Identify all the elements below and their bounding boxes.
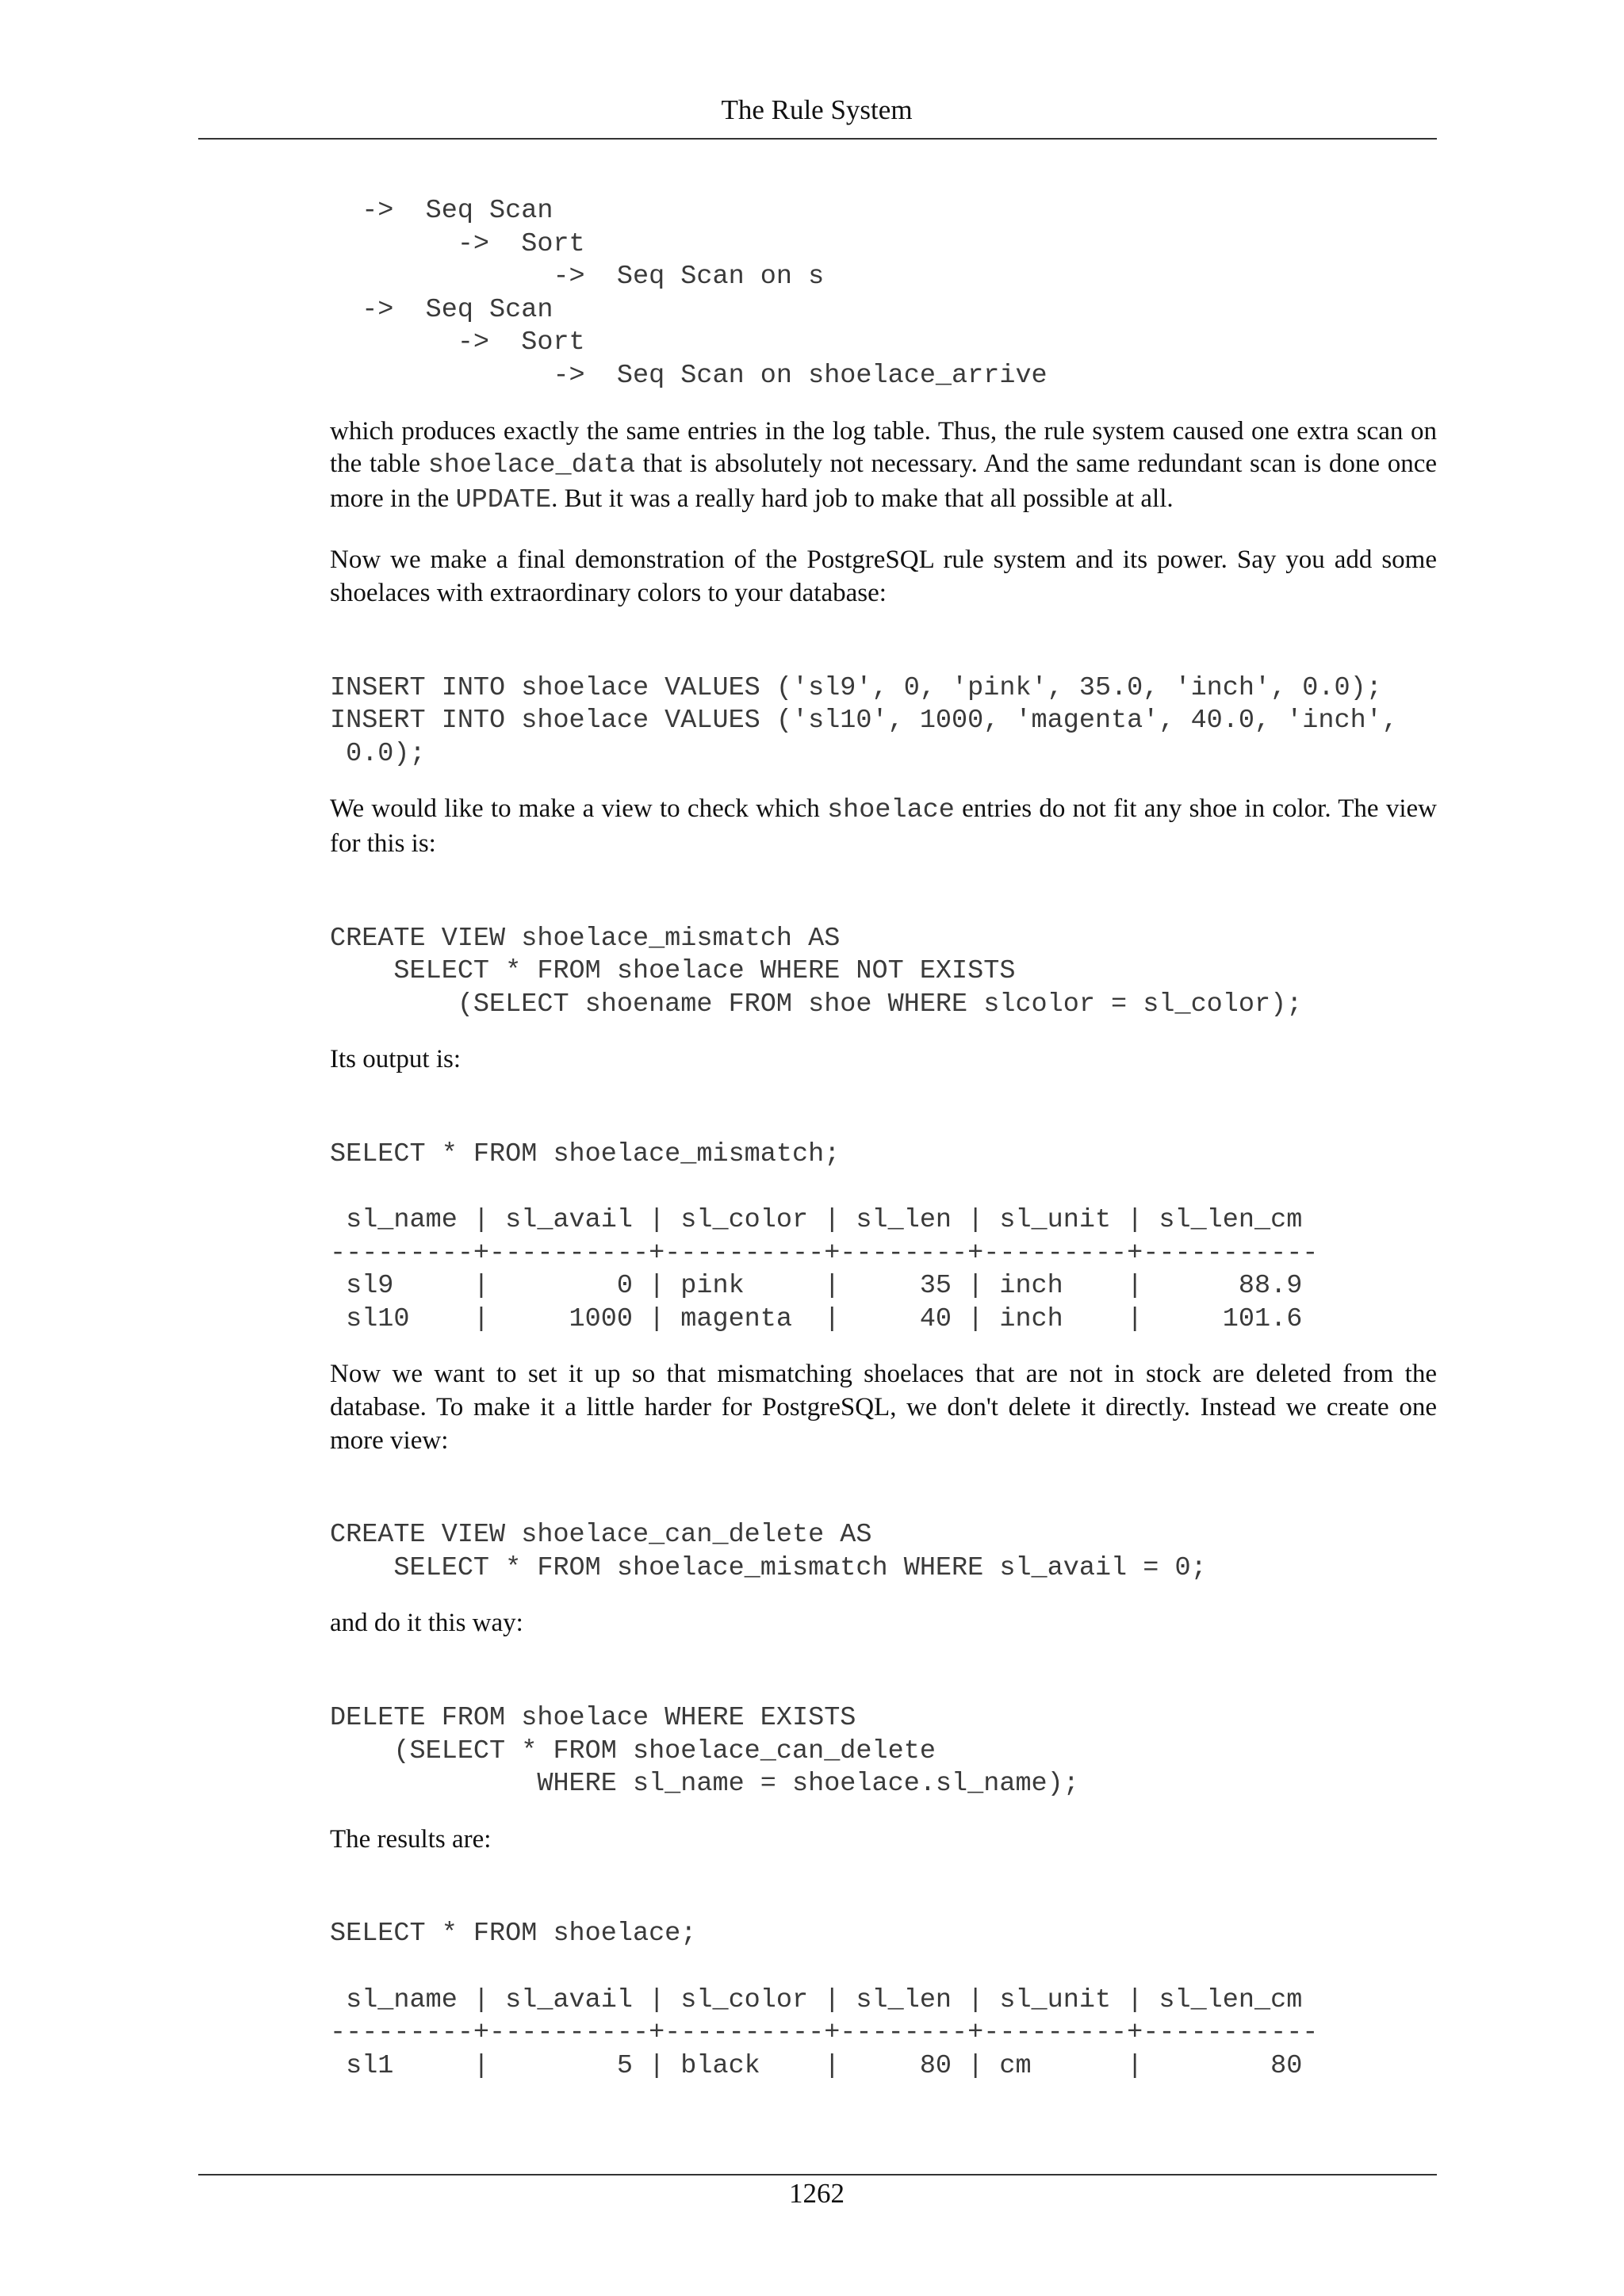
code-line: sl9 | 0 | pink | 35 | inch | 88.9 [330,1271,1303,1302]
code-line: sl10 | 1000 | magenta | 40 | inch | 101.6 [330,1303,1303,1334]
query-plan-code [330,195,1437,393]
paragraph: Its output is: [330,1045,462,1074]
code-line: sl_name | sl_avail | sl_color | sl_len | sl_unit | sl_len_cm [330,1205,1303,1236]
insert-code [330,672,1437,771]
delete-code [330,1702,1437,1801]
code-line: WHERE sl_name = shoelace.sl_name); [330,1769,1079,1800]
paragraph: and do it this way: [330,1609,523,1638]
paragraph: We would like to make a view to check which shoelace entries do not fit any shoe in color. The view for this is: [330,794,1437,858]
code-line: SELECT * FROM shoelace; [330,1919,697,1950]
code-line: (SELECT * FROM shoelace_can_delete [330,1735,936,1766]
code-line: -> Sort [330,228,585,259]
header-rule [198,138,1437,140]
code-line: CREATE VIEW shoelace_can_delete AS [330,1520,872,1551]
running-header: The Rule System [721,94,913,125]
inline-code: shoelace [827,795,955,826]
code-line: -> Seq Scan on s [330,262,825,293]
paragraph: Now we make a final demonstration of the PostgreSQL rule system and its power. Say you add some shoelaces with extraordinary colors to your database: [330,545,1437,607]
code-line: SELECT * FROM shoelace_mismatch; [330,1138,841,1169]
paragraph: which produces exactly the same entries in the log table. Thus, the rule system caused one extra scan on the table shoelace_data that is absolutely not necessary. And the same redundant scan is done once more in the UPDATE. But it was a really hard job to make that all possible at all. [330,416,1438,515]
code-line: -> Seq Scan on shoelace_arrive [330,360,1048,391]
code-line: INSERT INTO shoelace VALUES ('sl9', 0, 'pink', 35.0, 'inch', 0.0); [330,672,1382,703]
results-output-code [330,1918,1437,2083]
create-view-can-delete-code [330,1519,1437,1585]
page-content [330,195,1437,2083]
create-view-mismatch-code [330,923,1437,1022]
inline-code: UPDATE [455,484,552,515]
code-line: CREATE VIEW shoelace_mismatch AS [330,923,841,954]
inline-code: shoelace_data [427,450,636,481]
footer-rule [198,2174,1437,2175]
code-line: sl_name | sl_avail | sl_color | sl_len | sl_unit | sl_len_cm [330,1984,1303,2015]
paragraph: The results are: [330,1824,492,1854]
code-line: ---------+----------+----------+--------+---------+----------- [330,2018,1319,2049]
code-line: -> Seq Scan [330,196,553,226]
code-line: DELETE FROM shoelace WHERE EXISTS [330,1703,856,1733]
code-line: ---------+----------+----------+--------+---------+----------- [330,1238,1319,1269]
page-number: 1262 [789,2178,845,2209]
code-line: 0.0); [330,738,426,769]
code-line: SELECT * FROM shoelace_mismatch WHERE sl_avail = 0; [330,1552,1207,1583]
mismatch-output-code [330,1138,1437,1337]
code-line: sl1 | 5 | black | 80 | cm | 80 [330,2050,1303,2081]
code-line: (SELECT shoename FROM shoe WHERE slcolor = sl_color); [330,989,1303,1020]
code-line: SELECT * FROM shoelace WHERE NOT EXISTS [330,956,1016,987]
paragraph: Now we want to set it up so that mismatching shoelaces that are not in stock are deleted from the database. To make it a little harder for PostgreSQL, we don't delete it directly. Instead we create one more view: [330,1360,1437,1455]
code-line: -> Sort [330,327,585,358]
code-line: INSERT INTO shoelace VALUES ('sl10', 1000, 'magenta', 40.0, 'inch', [330,706,1398,737]
code-line: -> Seq Scan [330,294,553,325]
